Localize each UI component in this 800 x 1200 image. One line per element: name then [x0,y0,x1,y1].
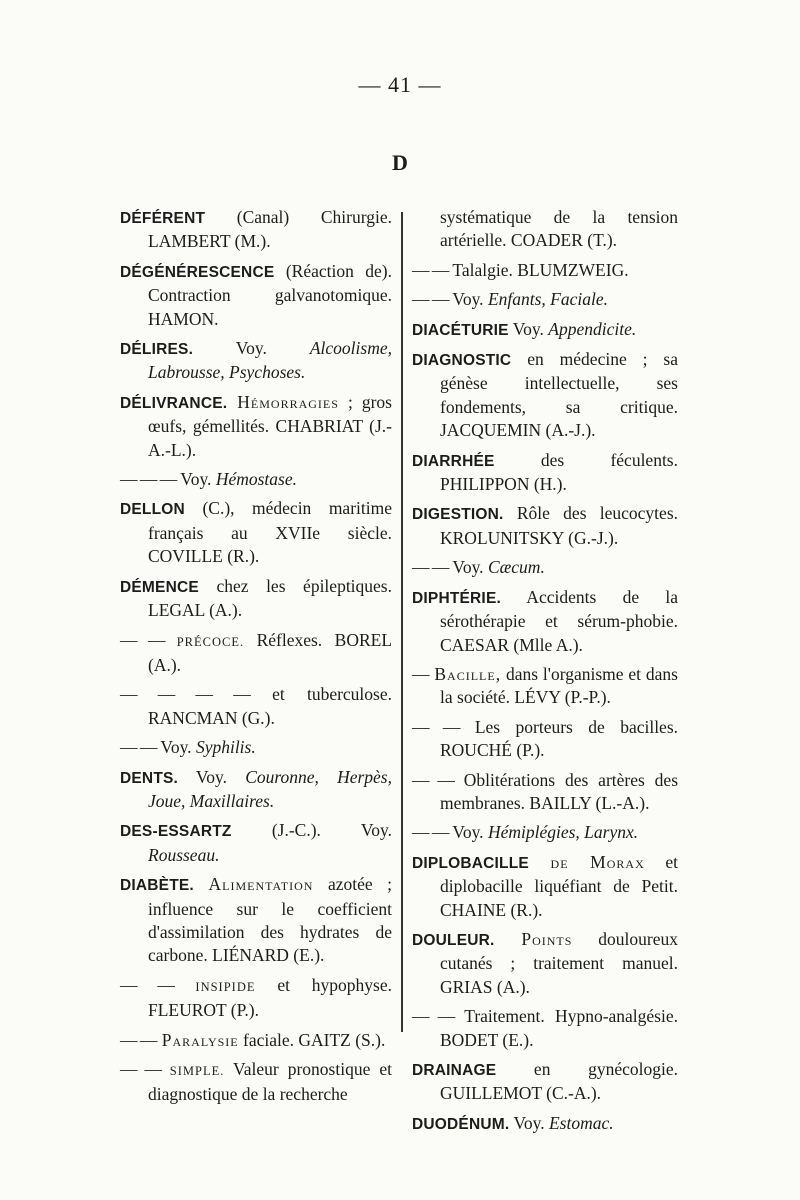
entry-dash: — — [412,557,449,578]
entry-headword: DIPLOBACILLE [412,854,529,872]
index-entry [412,716,678,763]
entry-crossref: Estomac. [548,1112,614,1133]
index-entry [120,629,392,678]
entry-text: Voy. [448,289,488,310]
entry-text: et tuberculose. RANCMAN (G.). [148,684,392,728]
entry-text: en médecine ; sa génèse intellectuelle, ses fondements, sa critique. JACQUEMIN (A.-J.). [440,349,678,441]
left-column [120,206,392,1113]
index-entry [120,260,392,331]
entry-text: ; gros œufs, gémellités. CHABRIAT (J.-A.-L.). [148,391,392,460]
entry-crossref: Rousseau. [148,844,220,865]
index-entry [412,821,678,844]
page-number: — 41 — [358,72,442,97]
entry-dash: — — — — [120,684,250,705]
index-entry [120,1058,392,1107]
index-entry [120,206,392,254]
entry-dash: — — [412,716,460,737]
entry-subheading: Points [494,928,573,949]
entry-text: (Canal) Chirurgie. LAMBERT (M.). [148,207,392,252]
entry-subheading: Bacille, [428,663,502,684]
entry-subheading: Hémorragies [227,391,339,412]
entry-text: Rôle des leucocytes. KROLUNITSKY (G.-J.). [440,503,678,548]
entry-headword: DIAGNOSTIC [412,352,512,370]
index-entry [412,449,678,497]
index-entry [412,288,678,311]
entry-headword: DIGESTION. [412,506,504,524]
entry-headword: DÉGÉNÉRESCENCE [120,263,275,281]
entry-crossref: Cæcum. [487,557,545,578]
entry-text: Voy. [448,822,488,843]
entry-text: azotée ; influence sur le coefficient d'assimilation des hydrates de carbone. LIÉNARD (E.). [148,874,393,966]
entry-subheading: PRÉCOCE. [164,634,245,649]
entry-text: Réflexes. BOREL (A.). [148,629,393,675]
entry-text: (C.), médecin maritime français au XVIIe siècle. COVILLE (R.). [148,498,392,567]
entry-headword: DIACÉTURIE [412,321,509,339]
entry-headword: DIPHTÉRIE. [412,589,501,607]
index-entry [412,851,678,922]
index-entry [120,497,392,568]
entry-text: systématique de la tension artérielle. COADER (T.). [440,207,678,251]
entry-crossref: Hémiplégies, Larynx. [487,822,639,843]
entry-dash: — — [120,1029,157,1050]
entry-crossref: Syphilis. [195,737,256,758]
entry-subheading: SIMPLE. [161,1064,225,1078]
entry-crossref: Appendicite. [548,318,637,339]
entry-text: Voy. [508,318,549,339]
index-entry [412,502,678,550]
index-entry [120,974,392,1023]
column-divider [401,212,403,1032]
entry-dash: — — — [120,469,177,490]
entry-text: faciale. GAITZ (S.). [238,1029,386,1050]
index-entry [412,586,678,657]
entry-text: Oblitérations des artères des membranes. BAILLY (L.-A.). [440,769,679,813]
entry-crossref: Hémostase. [215,469,297,490]
section-letter: D [392,150,408,175]
entry-dash: — [412,663,429,684]
entry-text: Traitement. Hypno-analgésie. BODET (E.). [440,1006,678,1050]
entry-text: Voy. [193,338,310,359]
index-entry [120,1029,392,1052]
entry-dash: — — [120,629,165,650]
entry-headword: DÉFÉRENT [120,210,206,227]
index-entry [412,928,678,999]
entry-subheading: de Morax [528,851,645,872]
entry-text: des féculents. PHILIPPON (H.). [440,449,678,495]
entry-text: Voy. [176,469,216,490]
entry-headword: DUODÉNUM. [412,1115,510,1133]
entry-headword: DÉMENCE [120,578,199,596]
entry-dash: — — [120,737,157,758]
index-entry [120,468,392,491]
entry-text: Voy. [448,557,488,578]
entry-dash: — — [412,1006,455,1027]
entry-headword: DELLON [120,501,185,519]
entry-headword: DOULEUR. [412,931,495,949]
index-entry [412,663,678,710]
index-entry [412,259,678,282]
entry-text: Voy. [156,737,196,758]
index-entry [412,348,678,443]
entry-text: et hypophyse. FLEUROT (P.). [148,974,392,1021]
index-entry [120,391,392,462]
index-entry [120,683,392,730]
entry-dash: — — [120,1059,162,1079]
index-entry [120,575,392,623]
index-entry [412,556,678,579]
index-entry [412,1005,678,1052]
index-entry [412,769,678,816]
entry-headword: DÉLIVRANCE. [120,394,228,412]
entry-headword: DÉLIRES. [120,341,194,359]
entry-text: en gynécologie. GUILLEMOT (C.-A.). [440,1059,678,1104]
entry-text: douloureux cutanés ; traitement manuel. GRIAS (A.). [440,928,678,997]
entry-text: Voy. [178,766,246,787]
entry-text: Voy. [509,1112,549,1133]
entry-headword: DIABÈTE. [120,877,194,895]
index-entry [412,318,678,342]
entry-dash: — — [412,289,449,310]
entry-dash: — — [120,974,174,995]
entry-dash: — — [412,822,449,843]
index-entry [412,206,678,253]
index-entry [120,736,392,759]
entry-subheading: Paralysie [156,1029,239,1050]
entry-text: Les porteurs de bacilles. ROUCHÉ (P.). [440,716,679,761]
entry-subheading: INSIPIDE [173,979,256,994]
entry-crossref: Alcoolisme, Labrousse, Psychoses. [148,338,392,383]
entry-text: (Réaction de). Contraction galvanotomique. HAMON. [148,260,392,329]
index-entry [120,873,392,968]
entry-text: Accidents de la sérothérapie et sérum-phobie. CAESAR (Mlle A.). [440,586,678,655]
entry-text: Talalgie. BLUMZWEIG. [448,259,629,280]
entry-headword: DENTS. [120,769,179,787]
index-entry [412,1058,678,1106]
index-entry [120,819,392,867]
entry-text: dans l'organisme et dans la société. LÉVY (P.-P.). [440,663,678,708]
entry-text: Valeur pronostique et diagnostique de la recherche [148,1059,393,1105]
entry-dash: — — [412,769,454,790]
entry-crossref: Couronne, Herpès, Joue, Maxillaires. [148,766,392,811]
right-column [412,206,678,1142]
entry-headword: DES-ESSARTZ [120,823,232,841]
entry-headword: DIARRHÉE [412,452,495,470]
entry-crossref: Enfants, Faciale. [487,289,608,310]
entry-text: (J.-C.). Voy. [231,820,392,841]
entry-dash: — — [412,259,449,280]
index-entry [412,1112,678,1136]
index-entry [120,766,392,814]
index-entry [120,337,392,385]
entry-text: chez les épileptiques. LEGAL (A.). [148,575,392,621]
entry-headword: DRAINAGE [412,1062,497,1079]
entry-text: et diplobacille liquéfiant de Petit. CHAINE (R.). [440,851,678,920]
entry-subheading: Alimentation [193,874,314,895]
